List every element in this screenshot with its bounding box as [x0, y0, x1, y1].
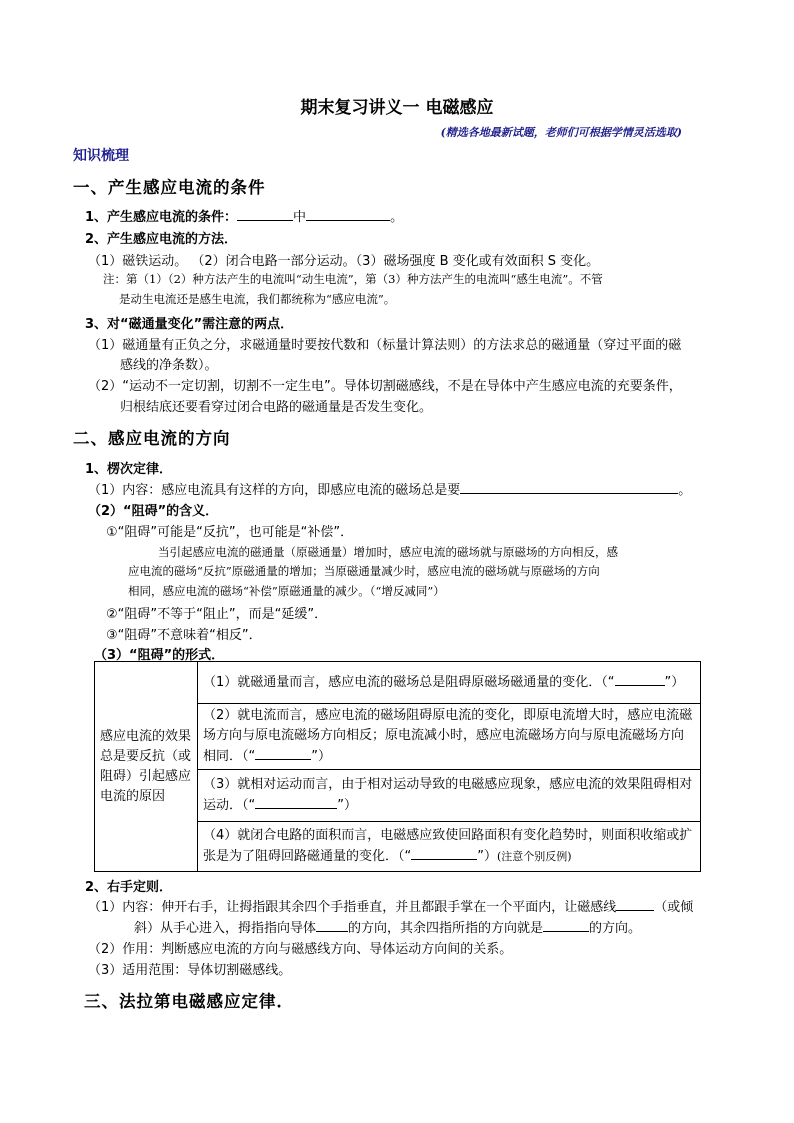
table-cell-flux: [198, 662, 701, 704]
lenz-note-line1: 当引起感应电流的磁通量（原磁通量）增加时，感应电流的磁场就与原磁场的方向相反，感: [158, 545, 618, 559]
lenz-law-heading: 1、楞次定律．: [85, 462, 173, 477]
knowledge-heading: 知识梳理: [73, 148, 129, 164]
fill-blank: [255, 746, 311, 760]
cell-tail: ”）: [477, 849, 497, 864]
lenz-meaning-b: ②“阻碍”不等于“阻止”，而是“延缓”．: [106, 607, 328, 622]
cell-tail: ”）: [664, 675, 685, 690]
cell-text: （4）就闭合电路的面积而言，电磁感应致使回路面积有变化趋势时，则面积收缩或扩张是为了阻碍回路磁通量的变化．（“: [203, 828, 693, 864]
s1-item2: 2、产生感应电流的方法．: [85, 232, 238, 247]
s1-item3-p1-line1: （1）磁通量有正负之分，求磁通量时要按代数和（标量计算法则）的方法求总的磁通量（穿过平面的磁: [88, 338, 682, 353]
rh-content-line2: [134, 917, 641, 936]
rh-line2-c: 的方向。: [589, 921, 642, 936]
fill-blank: [616, 897, 654, 911]
section1-heading: 一、产生感应电流的条件: [73, 178, 266, 197]
s1-item3-p2-line1: （2）“运动不一定切割，切割不一定生电”。导体切割磁感线，不是在导体中产生感应电流的充要条件，: [88, 379, 682, 394]
lenz-note-line2: 应电流的磁场“反抗”原磁通量的增加；当原磁通量减少时，感应电流的磁场就与原磁场的方向: [128, 564, 600, 578]
fill-blank: [460, 480, 678, 494]
impede-forms-table: [94, 661, 701, 872]
rh-line2-b: 的方向，其余四指所指的方向就是: [348, 921, 544, 936]
cell-tail: ”）: [337, 798, 357, 813]
s1-item1: [85, 206, 403, 225]
table-row-header: [95, 662, 198, 872]
rh-line2-a: 斜）从手心进入，拇指指向导体: [134, 921, 317, 936]
fill-blank: [316, 918, 348, 932]
table-cell-current: [198, 704, 701, 770]
lenz-content: [88, 479, 691, 498]
s1-item2-methods: （1）磁铁运动。 （2）闭合电路一部分运动。（3）磁场强度 B 变化或有效面积 S 变化。: [88, 254, 600, 269]
s1-item3-p1-line2: 感线的净条数）。: [120, 358, 218, 373]
rh-line1-b: （或倾: [654, 900, 694, 915]
s1-item3-p2-line2: 归根结底还要看穿过闭合电路的磁通量是否发生变化。: [120, 400, 433, 415]
cell-note: (注意个别反例): [497, 850, 572, 863]
fill-blank: [237, 207, 293, 221]
lenz-meaning-heading: （2）“阻碍”的含义．: [88, 504, 219, 519]
lenz-content-text: （1）内容：感应电流具有这样的方向，即感应电流的磁场总是要: [88, 483, 461, 498]
page-title: 期末复习讲义一 电磁感应: [300, 98, 494, 118]
section2-heading: 二、感应电流的方向: [73, 429, 231, 448]
section3-heading: 三、法拉第电磁感应定律．: [84, 992, 294, 1011]
lenz-meaning-a: ①“阻碍”可能是“反抗”，也可能是“补偿”．: [106, 525, 354, 540]
s1-note-line2: 是动生电流还是感生电流，我们都统称为“感应电流”。: [119, 292, 396, 306]
lenz-note-line3: 相同，感应电流的磁场“补偿”原磁通量的减少。（“增反减同”）: [128, 584, 445, 598]
right-hand-rule-heading: 2、右手定则．: [85, 880, 173, 895]
subtitle-note: (精选各地最新试题，老师们可根据学情灵活选取): [440, 126, 682, 139]
table-cell-area: [198, 822, 701, 872]
s1-item1-label: 1、产生感应电流的条件：: [85, 210, 238, 225]
fill-blank: [411, 846, 477, 860]
rh-scope: （3）适用范围：导体切割磁感线。: [88, 963, 292, 978]
fill-blank: [615, 672, 665, 686]
table-cell-motion: [198, 770, 701, 822]
lenz-meaning-c: ③“阻碍”不意味着“相反”．: [106, 628, 262, 643]
s1-note-line1: 注：第（1）（2）种方法产生的电流叫“动生电流”，第（3）种方法产生的电流叫“感生电流”。不管: [103, 272, 603, 286]
s1-item1-mid: 中: [293, 210, 307, 225]
cell-text: （2）就电流而言，感应电流的磁场阻碍原电流的变化，即原电流增大时，感应电流磁场方向与原电流磁场方向相反；原电流减小时，感应电流磁场方向与原电流磁场方向相同．（“: [203, 708, 693, 764]
fill-blank: [543, 918, 589, 932]
fill-blank: [255, 795, 337, 809]
lenz-content-end: 。: [678, 483, 692, 498]
s1-item3: 3、对“磁通量变化”需注意的两点．: [85, 317, 294, 332]
rh-line1-a: （1）内容：伸开右手，让拇指跟其余四个手指垂直，并且都跟手掌在一个平面内，让磁感线: [88, 900, 617, 915]
cell-text: （3）就相对运动而言，由于相对运动导致的电磁感应现象，感应电流的效果阻碍相对运动．（“: [203, 777, 693, 813]
rh-purpose: （2）作用：判断感应电流的方向与磁感线方向、导体运动方向间的关系。: [88, 942, 513, 957]
table-row-header-text: 感应电流的效果总是要反抗（或阻碍）引起感应电流的原因: [100, 728, 192, 804]
fill-blank: [306, 207, 390, 221]
s1-item1-end: 。: [390, 210, 404, 225]
lenz-forms-heading: （3）“阻碍”的形式．: [94, 648, 225, 663]
rh-content-line1: [88, 896, 693, 915]
cell-tail: ”）: [311, 749, 331, 764]
cell-text: （1）就磁通量而言，感应电流的磁场总是阻碍原磁场磁通量的变化．（“: [203, 675, 615, 690]
